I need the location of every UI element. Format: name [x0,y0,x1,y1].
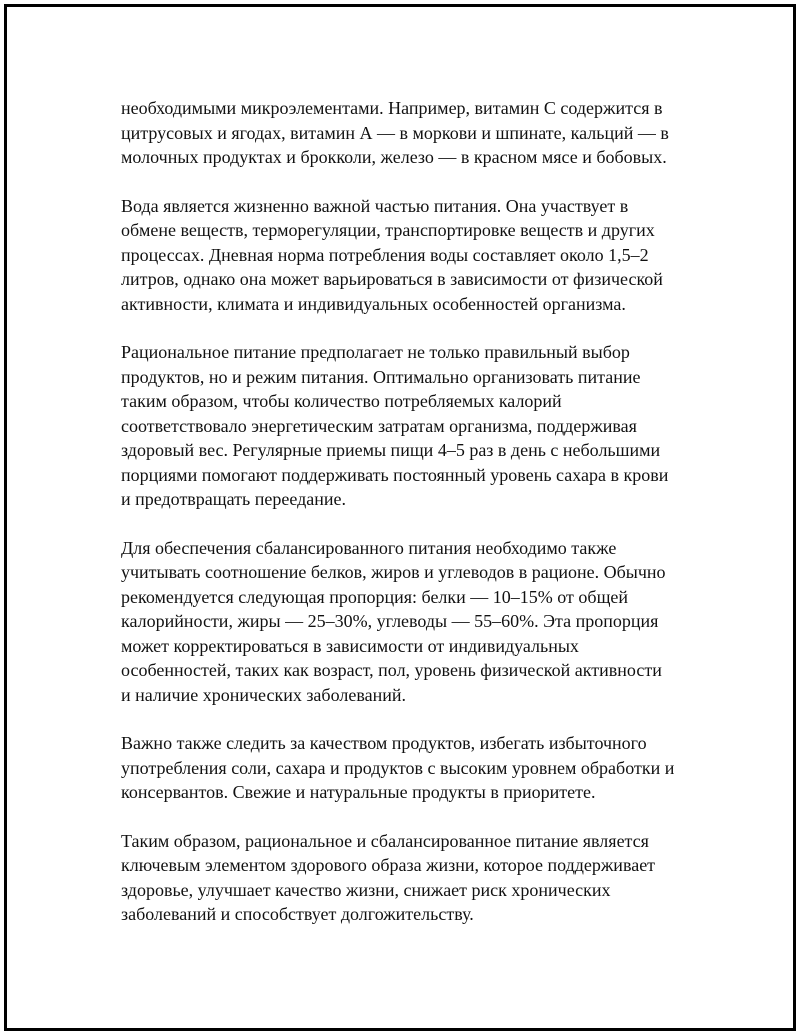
text-line: Вода является жизненно важной частью питания. Она участвует в [121,195,629,216]
text-line: соответствовало энергетическим затратам организма, поддерживая [121,415,637,436]
text-line: и предотвращать переедание. [121,489,347,509]
paragraph-6 [121,829,701,927]
text-line: калорийности, жиры — 25–30%, углеводы — 55–60%. Эта пропорция [121,611,659,631]
text-line: ключевым элементом здорового образа жизни, которое поддерживает [121,855,656,875]
paragraph-3 [121,340,701,512]
text-line: особенностей, таких как возраст, пол, уровень физической активности [121,660,662,680]
text-line: Важно также следить за качеством продуктов, избегать избыточного [121,733,647,753]
text-line: здоровый вес. Регулярные приемы пищи 4–5 раз в день с небольшими [121,440,661,460]
text-line: обмене веществ, терморегуляции, транспортировке веществ и других [121,220,655,240]
text-line: здоровье, улучшает качество жизни, снижает риск хронических [121,879,611,900]
text-line: и наличие хронических заболеваний. [121,684,406,705]
text-line: продуктов, но и режим питания. Оптимально организовать питание [121,366,641,387]
text-line: рекомендуется следующая пропорция: белки — 10–15% от общей [121,586,629,607]
text-line: процессах. Дневная норма потребления воды составляет около 1,5–2 [121,244,649,265]
text-line: заболеваний и способствует долгожительству. [121,904,474,924]
paragraph-1 [121,96,701,170]
text-line: литров, однако она может варьироваться в зависимости от физической [121,269,663,289]
text-line: цитрусовых и ягодах, витамин А — в моркови и шпинате, кальций — в [121,122,669,143]
text-line: Для обеспечения сбалансированного питания необходимо также [121,537,617,558]
paragraph-4 [121,536,701,708]
paragraph-5 [121,731,701,805]
page-frame [4,4,796,1031]
text-line: порциями помогают поддерживать постоянный уровень сахара в крови [121,464,669,485]
text-line: необходимыми микроэлементами. Например, витамин С содержится в [121,98,663,118]
document-body [121,96,701,951]
paragraph-2 [121,194,701,317]
text-line: молочных продуктах и брокколи, железо — в красном мясе и бобовых. [121,147,667,167]
text-line: таким образом, чтобы количество потребляемых калорий [121,391,562,411]
text-line: Рациональное питание предполагает не только правильный выбор [121,342,630,362]
text-line: консервантов. Свежие и натуральные продукты в приоритете. [121,782,596,802]
text-line: Таким образом, рациональное и сбалансированное питание является [121,830,649,851]
text-line: может корректироваться в зависимости от индивидуальных [121,635,579,656]
text-line: учитывать соотношение белков, жиров и углеводов в рационе. Обычно [121,562,666,582]
text-line: активности, климата и индивидуальных особенностей организма. [121,293,626,314]
text-line: употребления соли, сахара и продуктов с высоким уровнем обработки и [121,757,675,778]
